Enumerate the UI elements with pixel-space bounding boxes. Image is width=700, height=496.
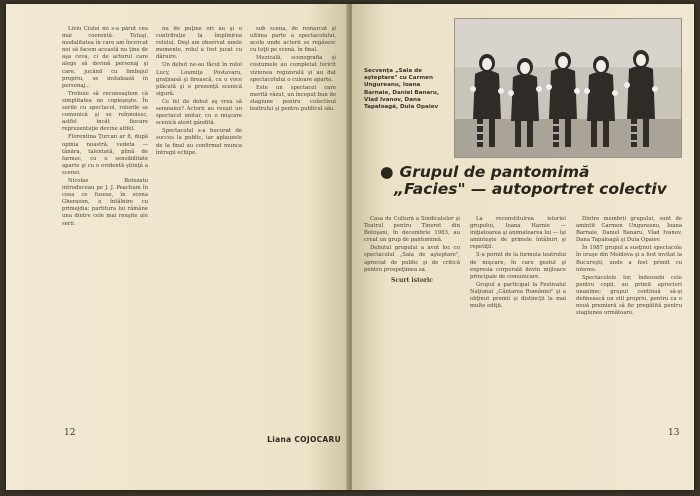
left-page <box>6 4 348 490</box>
paragraph: S-a pornit de la formula teatrului de mişcare, în care gestul şi expresia corporală devin mijloace principale de comunicare. <box>470 252 566 280</box>
right-column-2 <box>470 216 566 452</box>
article-headline <box>380 164 680 198</box>
paragraph: Liviu Ciulei mi s-a părut cea mai coerentă. Totuşi, modalitatea în care am încercat noi să facem această nu ţine de aşa ceva, ci de actorul care alege să devină personaj şi care, jucând cu limbajul propriu, se instalează în personaj... <box>62 26 148 89</box>
performance-photo <box>454 18 682 158</box>
left-column-2 <box>156 26 242 446</box>
right-column-3 <box>576 216 682 452</box>
paragraph: Debutul grupului a avut loc cu spectacolul „Sala de aşteptare", apreciat de public şi de critică pentru prospeţimea sa. <box>364 245 460 273</box>
right-column-1 <box>364 216 460 452</box>
left-column-3 <box>250 26 336 446</box>
paragraph: În 1987 grupul a susţinut spectacole în oraşe din Moldova şi a fost invitat la Bucureşti, unde a fost primit cu interes. <box>576 245 682 273</box>
paragraph: Este un spectacol care merită văzut, un început bun de stagiune pentru colectivul teatrului şi pentru publicul său. <box>250 84 336 113</box>
paragraph: Spectacolele lor, îndeosebi cele pentru copii, au primit aprecieri unanime; grupul continuă să-şi definească un stil propriu, pentru ca o nouă premieră să fie pregătită pentru stagiunea următoare. <box>576 274 682 317</box>
paragraph: Un debut ne-au făcut în rolul Lucy, Loumiţa Postavaru, graţioasă şi firească, cu o voce plăcută şi o prezenţă scenică sigură. <box>156 62 242 97</box>
paragraph: Grupul a participat la Festivalul Naţional „Cântarea României" şi a obţinut premii şi distincţii la mai multe ediţii. <box>470 281 566 310</box>
paragraph: Dintre membrii grupului, sunt de amintit Carmen Ungureanu, Ioana Barnaie, Daniel Banaru, Vlad Ivanov, Dana Tapaloagă şi Duia Opaiev. <box>576 216 682 244</box>
paragraph: La reconstituirea istoriei grupului, Ioana Harnie — iniţiatoarea şi animatoarea lui — îşi aminteşte de primele întâlniri şi repetiţii. <box>470 216 566 251</box>
magazine-spread <box>6 4 694 490</box>
paragraph: nu de puţine ori au şi o contribuţie la împlinirea rolului. Deşi am observat unele momente, rolul a fost jucat cu dăruire. <box>156 26 242 61</box>
paragraph: sub scena, de remarcat şi ultima parte a spectacolului, acolo unde actorii se regăsesc cu toţii pe scenă, în final. <box>250 26 336 54</box>
paragraph: Nicolae Botezatu introduceau pe J. J. Peachum în ceea ce fusese, în scena Gherasim, o întâlnire cu primejdia; partitura lui rămâne una dintre cele mai reuşite ale serii. <box>62 177 148 227</box>
page-number-right: 13 <box>668 428 680 438</box>
bullet-icon: ● <box>380 163 394 181</box>
author-name: Liana COJOCARU <box>267 435 341 444</box>
mime-troupe-photo-illustration <box>455 19 681 157</box>
section-subheading: Scurt istoric <box>391 276 433 284</box>
paragraph: Florentina Ţurcan ar fi, după opinia noastră, vedeta — tânăra, talentată, plină de farmec, cu o sensibilitate aparte şi cu o evidentă ştiinţă a scenei. <box>62 134 148 176</box>
paragraph: Muzicală, scenografia şi costumele au completat fericit viziunea regizorală şi au dat spectacolului o culoare aparte. <box>250 55 336 83</box>
photo-caption: Secvenţa „Sala de aşteptare" cu Carmen Ungureanu, Ioana Barnaie, Daniel Banaru, Vlad Ivanov, Dana Tapaloagă, Duia Opaiev <box>364 68 439 111</box>
headline-line-1: Grupul de pantomimă <box>399 163 590 181</box>
author-signature <box>241 435 341 444</box>
headline-line-2: „Facies" — autoportret colectiv <box>394 180 667 198</box>
paragraph: Ce fel de debut aş vrea să semnalez? Actorii au reuşit un spectacol unitar, cu o mişcare scenică atent gândită. <box>156 98 242 127</box>
paragraph: Spectacolul s-a bucurat de succes la public, iar aplauzele de la final au confirmat munca întregii echipe. <box>156 128 242 156</box>
paragraph: Casa de Cultură a Sindicatelor şi Teatrul pentru Tineret din Botoşani, în decembrie 1983, au creat un grup de pantomimă. <box>364 216 460 244</box>
left-column-1 <box>62 26 148 446</box>
right-page <box>352 4 694 490</box>
paragraph: Trebuie să recunoaştem că simplitatea ne copleşeşte. În serile cu spectacol, rolurile se comunică şi se reînnoiesc, astfel încât fiecare reprezentaţie devine altfel. <box>62 90 148 133</box>
page-number-left: 12 <box>64 428 76 438</box>
